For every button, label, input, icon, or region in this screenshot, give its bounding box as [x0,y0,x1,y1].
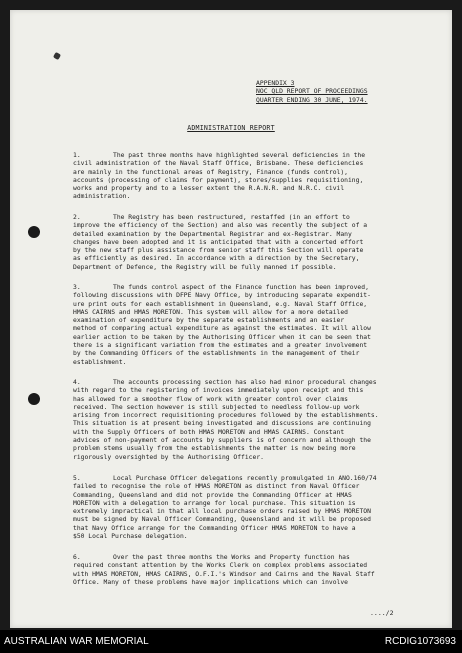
archive-reference: RCDIG1073693 [384,636,456,647]
paragraph-line: This situation is at present being investigated and discussions are continuing [73,420,371,428]
paragraph-line: 4. The accounts processing section has also had minor procedural changes [73,379,377,386]
paragraph-line: problem stems usually from the establishments the matter is now being more [73,445,356,453]
paper-mark [53,52,61,60]
paragraph-line: advices of non-payment of accounts by suppliers is of concern and although the [73,437,371,445]
paragraph-line: changes have been adopted and it is anticipated that with a concerted effort [73,238,364,246]
paragraph-line: with HMAS MORETON, HMAS CAIRNS, O.F.I.'s Windsor and Cairns and the Naval Staff [73,570,375,578]
paragraph [73,152,435,202]
paragraph-line: failed to recognise the role of HMAS MORETON as distinct from Naval Officer [73,483,360,491]
paragraph-number: 2. [73,214,81,221]
paragraph-line: 3. The funds control aspect of the Finance function has been improved, [73,284,369,291]
paragraph-number: 1. [73,152,81,159]
report-name: NOC QLD REPORT OF PROCEEDINGS [256,87,368,96]
report-header [256,79,446,104]
punch-hole-top [28,226,40,238]
paragraph-line: received. The section however is still subjected to needless follow-up work [73,403,360,411]
paragraph [73,214,435,272]
paragraph-line: 2. The Registry has been restructured, restaffed (in an effort to [73,214,350,221]
paragraph-line: required constant attention by the Works Clerk on complex problems associated [73,562,368,570]
paragraph-line: with the Supply Officers of both HMAS MORETON and HMAS CAIRNS. Constant [73,428,345,436]
archive-source: AUSTRALIAN WAR MEMORIAL [4,636,149,647]
paragraph [73,554,435,587]
paragraph-line: Commanding, Queensland and did not provide the Commanding Officer at HMAS [73,491,352,499]
paragraph-line: HMAS CAIRNS and HMAS MORETON. This system will allow for a more detailed [73,308,348,316]
document-page [10,10,452,628]
paragraph-line: examination of expenditure by the separate establishments and an easier [73,317,345,325]
paragraph-line: following discussions with DFPE Navy Office, by introducing separate expendit- [73,292,371,300]
paragraph-line: must be signed by Naval Officer Commanding, Queensland and it will be proposed [73,516,371,524]
paragraph-line: 5. Local Purchase Officer delegations recently promulgated in ANO.160/74 [73,475,377,482]
paragraph-line: that Navy Office arrange for the Commanding Officer HMAS MORETON to have a [73,524,356,532]
paragraph-line: administration. [73,193,131,201]
paragraph-line: there is a significant variation from the estimates and a greater involvement [73,342,368,350]
paragraph-line: by the Commanding Officers of the establishments in the management of their [73,350,360,358]
paragraph-line: MORETON with a delegation to arrange for local purchase. This situation is [73,499,356,507]
paragraph-line: detailed examination by the Departmental Registrar and ex-Registrar. Many [73,230,352,238]
paragraph [73,284,435,367]
paragraph-line: 1. The past three months have highlighted several deficiencies in the [73,152,366,159]
punch-hole-bottom [28,393,40,405]
paragraph-line: Department of Defence, the Registry will be fully manned if possible. [73,263,337,271]
quarter-label: QUARTER ENDING 30 JUNE, 1974. [256,95,368,104]
archive-footer [0,630,462,653]
paragraph [73,379,435,462]
paragraph-number: 5. [73,475,81,482]
paragraph-line: ure print outs for each establishment in Queensland, e.g. Naval Staff Office, [73,300,368,308]
paragraph-line: as efficiently as desired. In accordance with a direction by the Secretary, [73,255,360,263]
paragraph [73,475,435,541]
paragraph-line: with regard to the registering of invoices immediately upon receipt and this [73,387,364,395]
paragraph-number: 4. [73,379,81,386]
paragraph-line: works and property and to a lesser extent the R.A.N.R. and N.R.C. civil [73,185,345,193]
paragraph-line: extremely impractical in that all local purchase orders raised by HMAS MORETON [73,508,371,516]
page-continuation: ..../2 [370,609,394,617]
paragraph-line: 6. Over the past three months the Works and Property function has [73,554,350,561]
paragraph-line: improve the efficiency of the Section) and also was recently the subject of a [73,222,368,230]
paragraph-line: by the new staff plus assistance from senior staff this Section will operate [73,247,364,255]
paragraph-line: method of comparing actual expenditure as against the estimates. It will allow [73,325,371,333]
paragraph-line: earlier action to be taken by the Authorising Officer when it can be seen that [73,333,371,341]
paragraph-line: civil administration of the Naval Staff Office, Brisbane. These deficiencies [73,160,364,168]
appendix-label: APPENDIX 3 [256,79,295,87]
paragraph-line: accounts (processing of claims for payment), stores/supplies requisitioning, [73,176,364,184]
document-title: ADMINISTRATION REPORT [187,124,275,132]
paragraph-line: Office. Many of these problems have major implications which can involve [73,578,348,586]
paragraph-line: are mainly in the functional areas of Registry, Finance (funds control), [73,168,348,176]
paragraph-line: rigorously oversighted by the Authorising Officer. [73,453,264,461]
paragraph-line: has allowed for a smoother flow of work with greater control over claims [73,395,348,403]
paragraph-number: 6. [73,554,81,561]
paragraph-number: 3. [73,284,81,291]
paragraph-line: $50 Local Purchase delegation. [73,533,188,541]
paragraph-line: arising from incorrect requisitioning procedures followed by the establishments. [73,412,379,420]
paragraph-line: establishment. [73,358,127,366]
